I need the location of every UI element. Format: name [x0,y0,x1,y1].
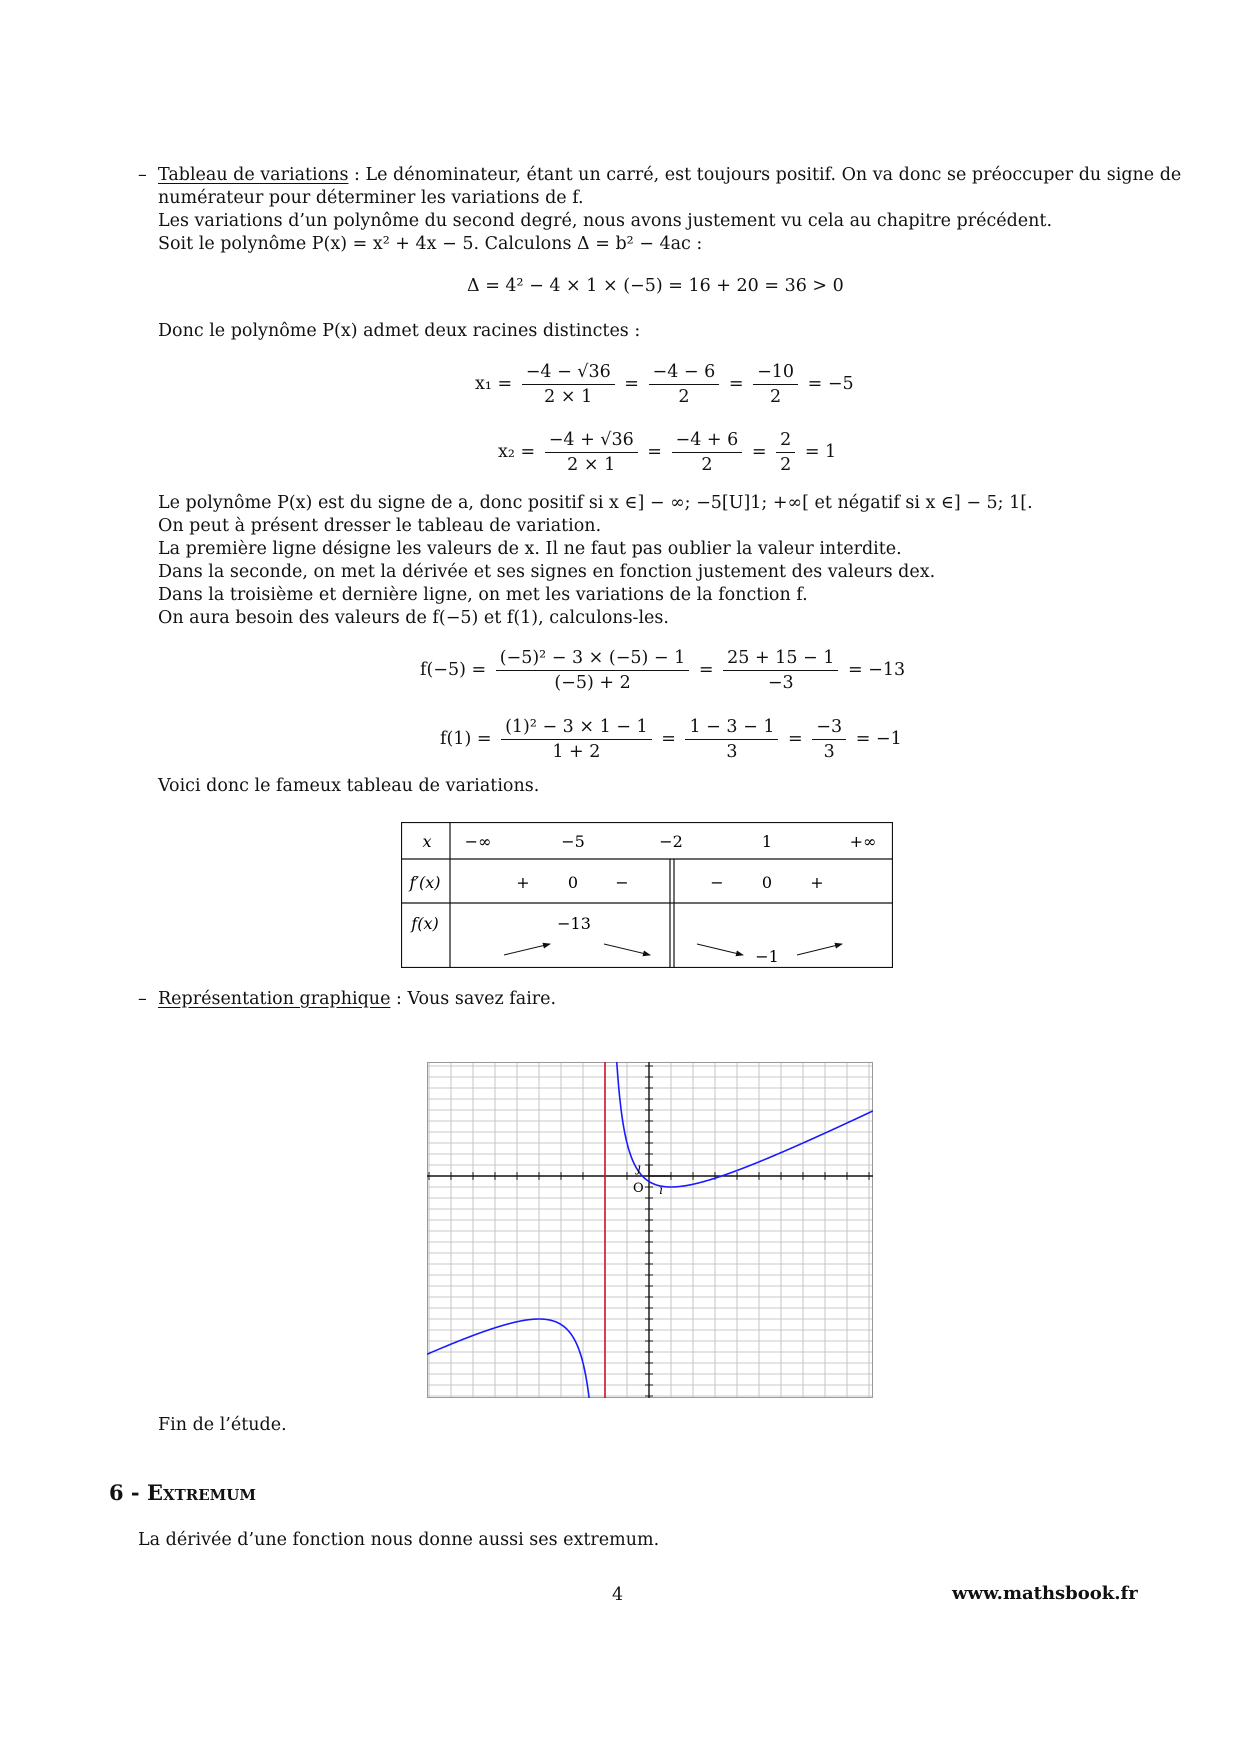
fraction: $\frac{1 - 3 - 1}{3}$ [685,717,778,762]
variation-table [401,822,893,968]
sign: − [710,873,724,892]
fraction: $\frac{-4 - 6}{2}$ [649,362,720,407]
delta-equation: Δ = 4² − 4 × 1 × (−5) = 16 + 20 = 36 > 0 [467,276,844,296]
end-text: Fin de l’étude. [158,1415,287,1435]
increasing-arrow [797,944,842,955]
footer-site: www.mathsbook.fr [952,1583,1138,1604]
fraction: $\frac{-10}{2}$ [753,362,798,407]
fraction: $\frac{\text{(1)² − 3 × 1 − 1}}{1 + 2}$ [501,717,652,762]
sign: + [810,873,824,892]
paragraph-line: Dans la troisième et dernière ligne, on met les variations de la fonction f. [158,585,808,605]
paragraph-line: On aura besoin des valeurs de f(−5) et f(1), calculons-les. [158,608,669,628]
table-row-label-fprime: f′(x) [409,873,441,892]
paragraph-line: La première ligne désigne les valeurs de x. Il ne faut pas oublier la valeur interdite. [158,539,902,559]
paragraph-line: Les variations d’un polynôme du second degré, nous avons justement vu cela au chapitre précédent. [158,211,1053,231]
fraction: $\frac{25 + 15 - 1}{-3}$ [723,648,838,693]
grid [427,1062,873,1398]
unit-j-label: ȷ [637,1161,641,1175]
paragraph-line [158,989,556,1009]
page-number: 4 [612,1585,624,1605]
x-value: +∞ [849,832,877,851]
fraction: $\frac{-3}{3}$ [812,717,846,762]
paragraph-line: Le polynôme P(x) est du signe de a, donc positif si x ∈] − ∞; −5[U]1; +∞[ et négatif si x ∈] − 5; 1[. [158,493,1033,513]
x-value: −5 [561,832,585,851]
decreasing-arrow [697,944,743,955]
paragraph-line: On peut à présent dresser le tableau de variation. [158,516,602,536]
f-min-value: −1 [755,947,779,966]
fraction: $\frac{\text{(−5)² − 3 × (−5) − 1}}{(-5) + 2}$ [496,648,690,693]
eq-lhs: f(1) = [440,729,492,750]
eq-lhs: x₂ = [498,442,536,463]
graph-frame [428,1063,873,1398]
text: : Vous savez faire. [390,989,557,1009]
paragraph-line: numérateur pour déterminer les variations de f. [158,188,584,208]
paragraph-line [158,165,1181,185]
eq-lhs: f(−5) = [420,660,487,681]
f-max-value: −13 [557,914,591,933]
paragraph-line: Donc le polynôme P(x) admet deux racines distinctes : [158,321,641,341]
x2-equation: x₂ = $\frac{-4 + √36}{2 \times 1}$ = $\frac{-4 + 6}{2}$ = $\frac{2}{2}$ = 1 [498,430,837,476]
unit-i-label: ı [659,1183,663,1197]
sign: + [516,873,530,892]
x1-equation: x₁ = $\frac{-4 - √36}{2 \times 1}$ = $\frac{-4 - 6}{2}$ = $\frac{-10}{2}$ = −5 [475,362,854,408]
fraction: $\frac{-4 + 6}{2}$ [672,430,743,475]
sign: 0 [761,873,773,892]
x-value: 1 [761,832,773,851]
f-1-equation: f(1) = $\frac{\text{(1)² − 3 × 1 − 1}}{1 + 2}$ = $\frac{1 - 3 - 1}{3}$ = $\frac{-3}{3}$ = −1 [440,717,902,763]
paragraph-line: Voici donc le fameux tableau de variations. [158,776,540,796]
x-value: −2 [659,832,683,851]
curve-left-branch [427,1319,591,1398]
function-graph [427,1062,873,1398]
fraction: $\frac{-4 + √36}{2 \times 1}$ [545,430,638,475]
heading-text: La dérivée d’une fonction nous donne aussi ses extremum. [138,1530,660,1550]
sign: 0 [567,873,579,892]
fraction: $\frac{2}{2}$ [776,430,795,475]
list-dash: – [138,165,147,185]
x-value: −∞ [464,832,492,851]
list-dash: – [138,989,147,1009]
table-row-label-f: f(x) [411,914,439,933]
paragraph-line: Soit le polynôme P(x) = x² + 4x − 5. Calculons Δ = b² − 4ac : [158,234,703,254]
f-minus5-equation: f(−5) = $\frac{\text{(−5)² − 3 × (−5) − 1}}{(-5) + 2}$ = $\frac{25 + 15 - 1}{-3}$ = −13 [420,648,906,694]
section-title-tableau: Tableau de variations [158,165,349,185]
decreasing-arrow [604,944,650,955]
table-row-label-x: x [422,832,432,851]
increasing-arrow [504,944,550,955]
axes [427,1062,873,1398]
paragraph-line: Dans la seconde, on met la dérivée et ses signes en fonction justement des valeurs dex. [158,562,936,582]
curve-right-branch [616,1062,873,1187]
text: : Le dénominateur, étant un carré, est toujours positif. On va donc se préoccuper du signe de [348,165,1182,185]
origin-label: O [633,1181,644,1196]
sign: − [615,873,629,892]
fraction: $\frac{-4 - √36}{2 \times 1}$ [522,362,615,407]
section-heading: 6 - Extremum [109,1480,256,1505]
section-title-representation: Représentation graphique [158,989,391,1009]
eq-lhs: x₁ = [475,374,513,395]
